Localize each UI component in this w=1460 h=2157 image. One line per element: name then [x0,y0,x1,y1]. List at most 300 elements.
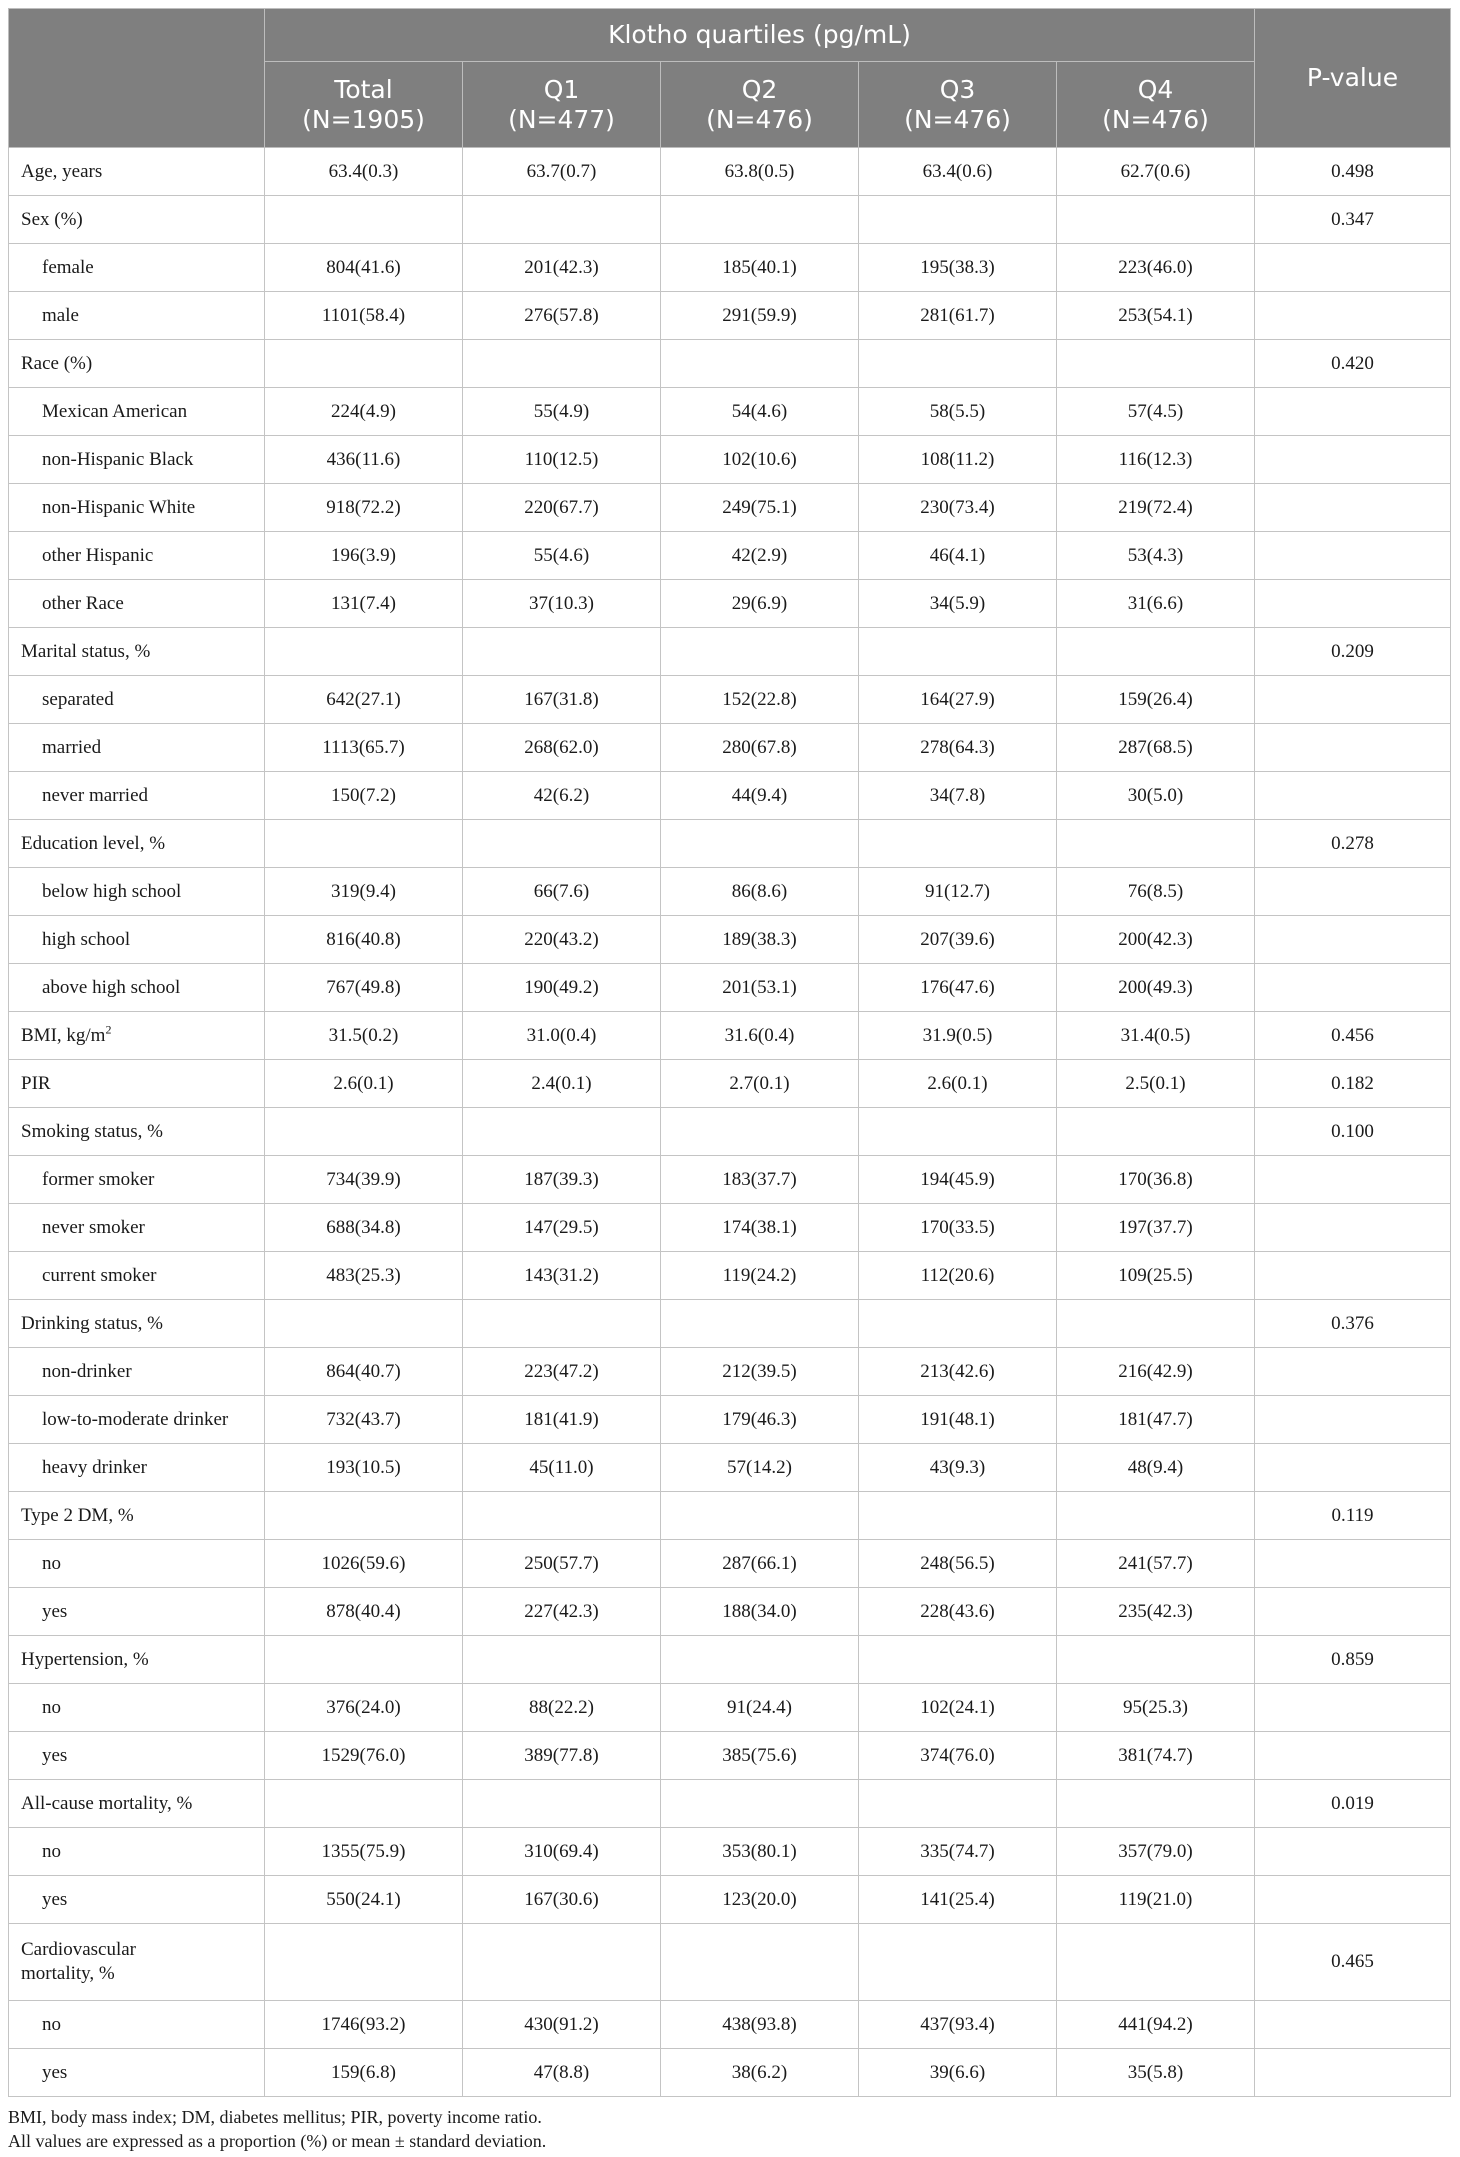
table-cell: 228(43.6) [859,1588,1057,1636]
table-cell: 63.7(0.7) [463,148,661,196]
table-cell: 918(72.2) [265,484,463,532]
row-label-text: PIR [21,1072,51,1094]
column-header [463,62,661,148]
table-cell: 223(47.2) [463,1348,661,1396]
table-cell [265,1780,463,1828]
row-label-text-line2: mortality, % [21,1963,115,1984]
row-label [9,676,265,724]
row-label [9,1156,265,1204]
row-label [9,1204,265,1252]
table-cell: 152(22.8) [661,676,859,724]
row-label [9,1300,265,1348]
table-cell: 47(8.8) [463,2049,661,2097]
table-cell [463,820,661,868]
row-label [9,532,265,580]
table-cell: 91(12.7) [859,868,1057,916]
row-label-text: heavy drinker [42,1456,147,1478]
table-cell [463,1300,661,1348]
table-cell: 62.7(0.6) [1057,148,1255,196]
table-cell: 119(24.2) [661,1252,859,1300]
pvalue-cell [1255,1828,1451,1876]
table-cell [859,1636,1057,1684]
row-label-text: non-Hispanic Black [42,448,194,470]
table-cell [463,1924,661,2001]
table-cell: 45(11.0) [463,1444,661,1492]
table-cell: 189(38.3) [661,916,859,964]
pvalue-cell [1255,580,1451,628]
table-cell: 170(33.5) [859,1204,1057,1252]
table-cell: 63.4(0.6) [859,148,1057,196]
table-cell: 190(49.2) [463,964,661,1012]
table-cell: 164(27.9) [859,676,1057,724]
row-label-text: other Hispanic [42,544,154,566]
table-cell: 767(49.8) [265,964,463,1012]
table-cell [265,1492,463,1540]
footnote-values: All values are expressed as a proportion (%) or mean ± standard deviation. [8,2131,547,2151]
table-cell: 109(25.5) [1057,1252,1255,1300]
table-cell: 319(9.4) [265,868,463,916]
table-row [9,340,1451,388]
row-label-text: low-to-moderate drinker [42,1408,229,1430]
row-label-text: non-drinker [42,1360,132,1382]
row-label [9,1876,265,1924]
table-cell: 58(5.5) [859,388,1057,436]
pvalue-cell [1255,2049,1451,2097]
table-cell [1057,628,1255,676]
table-cell: 38(6.2) [661,2049,859,2097]
column-count: (N=476) [706,104,813,134]
row-label-text: Smoking status, % [21,1120,163,1142]
table-cell [1057,1492,1255,1540]
table-cell: 88(22.2) [463,1684,661,1732]
table-cell [859,1300,1057,1348]
row-label [9,868,265,916]
header-blank [9,9,265,148]
table-cell: 31.6(0.4) [661,1012,859,1060]
pvalue-cell: 0.456 [1255,1012,1451,1060]
table-cell: 167(30.6) [463,1876,661,1924]
table-cell [265,1636,463,1684]
row-label [9,2049,265,2097]
table-cell: 181(41.9) [463,1396,661,1444]
row-label [9,340,265,388]
table-row [9,1732,1451,1780]
table-cell: 123(20.0) [661,1876,859,1924]
table-row [9,628,1451,676]
table-cell: 276(57.8) [463,292,661,340]
table-cell: 95(25.3) [1057,1684,1255,1732]
table-cell: 108(11.2) [859,436,1057,484]
row-label-text: non-Hispanic White [42,496,196,518]
table-cell: 241(57.7) [1057,1540,1255,1588]
row-label [9,1636,265,1684]
pvalue-cell [1255,1156,1451,1204]
table-cell: 31.0(0.4) [463,1012,661,1060]
table-cell: 112(20.6) [859,1252,1057,1300]
pvalue-cell [1255,484,1451,532]
table-cell [859,1492,1057,1540]
table-cell: 374(76.0) [859,1732,1057,1780]
pvalue-cell: 0.100 [1255,1108,1451,1156]
table-cell [661,1492,859,1540]
row-label-text: never married [42,784,149,806]
table-cell: 43(9.3) [859,1444,1057,1492]
column-header [265,62,463,148]
table-cell: 53(4.3) [1057,532,1255,580]
table-cell [661,340,859,388]
pvalue-cell: 0.347 [1255,196,1451,244]
table-cell: 200(42.3) [1057,916,1255,964]
row-label [9,1060,265,1108]
table-cell: 63.8(0.5) [661,148,859,196]
table-cell: 116(12.3) [1057,436,1255,484]
row-label-text: Cardiovascular [21,1939,137,1960]
row-label-text: high school [42,928,131,950]
table-cell: 253(54.1) [1057,292,1255,340]
table-cell: 110(12.5) [463,436,661,484]
pvalue-cell [1255,1540,1451,1588]
table-cell: 230(73.4) [859,484,1057,532]
table-cell: 63.4(0.3) [265,148,463,196]
table-cell [265,196,463,244]
table-cell: 1113(65.7) [265,724,463,772]
table-cell: 250(57.7) [463,1540,661,1588]
pvalue-cell [1255,1396,1451,1444]
row-label [9,484,265,532]
row-label [9,2001,265,2049]
table-cell [1057,1924,1255,2001]
table-cell: 441(94.2) [1057,2001,1255,2049]
pvalue-cell [1255,1876,1451,1924]
table-cell: 389(77.8) [463,1732,661,1780]
table-cell: 1026(59.6) [265,1540,463,1588]
table-cell: 187(39.3) [463,1156,661,1204]
pvalue-cell [1255,916,1451,964]
table-row [9,1684,1451,1732]
table-row [9,532,1451,580]
pvalue-cell [1255,244,1451,292]
row-label [9,1396,265,1444]
row-label [9,580,265,628]
table-cell [1057,820,1255,868]
row-label-superscript: 2 [105,1022,112,1037]
table-row [9,484,1451,532]
table-cell: 430(91.2) [463,2001,661,2049]
table-cell: 357(79.0) [1057,1828,1255,1876]
table-cell [661,820,859,868]
table-cell: 195(38.3) [859,244,1057,292]
footnote-abbreviations: BMI, body mass index; DM, diabetes mellitus; PIR, poverty income ratio. [8,2107,542,2127]
row-label [9,916,265,964]
table-cell: 385(75.6) [661,1732,859,1780]
table-cell: 35(5.8) [1057,2049,1255,2097]
table-cell [859,1108,1057,1156]
table-row [9,2049,1451,2097]
table-cell: 437(93.4) [859,2001,1057,2049]
table-row [9,676,1451,724]
table-cell [463,1780,661,1828]
table-cell [463,1492,661,1540]
table-cell [661,1636,859,1684]
row-label-text: yes [42,1888,68,1910]
table-cell: 170(36.8) [1057,1156,1255,1204]
column-name: Total [334,74,393,104]
table-row [9,820,1451,868]
table-cell [463,628,661,676]
table-cell: 174(38.1) [661,1204,859,1252]
table-cell: 48(9.4) [1057,1444,1255,1492]
table-cell [463,1108,661,1156]
table-cell: 46(4.1) [859,532,1057,580]
table-cell: 34(5.9) [859,580,1057,628]
table-row [9,1828,1451,1876]
table-cell: 878(40.4) [265,1588,463,1636]
table-cell: 31.9(0.5) [859,1012,1057,1060]
pvalue-cell [1255,388,1451,436]
table-cell: 732(43.7) [265,1396,463,1444]
pvalue-cell [1255,1348,1451,1396]
row-label [9,1252,265,1300]
table-cell: 248(56.5) [859,1540,1057,1588]
table-row [9,148,1451,196]
table-cell: 268(62.0) [463,724,661,772]
column-name: Q4 [1137,74,1174,104]
pvalue-cell [1255,772,1451,820]
pvalue-cell [1255,532,1451,580]
row-label [9,964,265,1012]
table-cell: 287(68.5) [1057,724,1255,772]
column-count: (N=1905) [302,104,425,134]
table-row [9,1780,1451,1828]
row-label-text: male [42,304,79,326]
column-header [661,62,859,148]
table-cell: 2.6(0.1) [859,1060,1057,1108]
table-cell: 200(49.3) [1057,964,1255,1012]
row-label [9,724,265,772]
table-cell: 31.4(0.5) [1057,1012,1255,1060]
row-label-text: All-cause mortality, % [21,1792,193,1814]
pvalue-cell: 0.019 [1255,1780,1451,1828]
row-label [9,292,265,340]
table-cell: 642(27.1) [265,676,463,724]
table-cell [1057,1300,1255,1348]
column-header [1057,62,1255,148]
table-cell: 76(8.5) [1057,868,1255,916]
row-label [9,1492,265,1540]
table-cell: 44(9.4) [661,772,859,820]
row-label [9,1684,265,1732]
table-cell [463,340,661,388]
row-label-text: above high school [42,976,181,998]
table-cell: 310(69.4) [463,1828,661,1876]
row-label-text: separated [42,688,114,710]
table-cell: 688(34.8) [265,1204,463,1252]
row-label-text: Mexican American [42,400,188,422]
row-label-text: Age, years [21,160,103,182]
row-label [9,1012,265,1060]
row-label-text: married [42,736,102,758]
table-cell: 2.7(0.1) [661,1060,859,1108]
table-cell: 66(7.6) [463,868,661,916]
row-label-text: former smoker [42,1168,155,1190]
table-row [9,916,1451,964]
table-row [9,1876,1451,1924]
table-cell [661,1108,859,1156]
table-cell [265,1108,463,1156]
group-header: Klotho quartiles (pg/mL) [265,9,1255,62]
table-row [9,1060,1451,1108]
row-label [9,148,265,196]
table-cell: 550(24.1) [265,1876,463,1924]
table-cell: 196(3.9) [265,532,463,580]
table-cell: 29(6.9) [661,580,859,628]
row-label [9,1444,265,1492]
pvalue-cell: 0.278 [1255,820,1451,868]
table-cell: 353(80.1) [661,1828,859,1876]
row-label-text: no [42,1696,61,1718]
row-label [9,1828,265,1876]
table-cell: 141(25.4) [859,1876,1057,1924]
column-name: Q3 [939,74,976,104]
table-cell: 220(67.7) [463,484,661,532]
pvalue-cell [1255,724,1451,772]
table-cell [265,820,463,868]
table-cell [661,1780,859,1828]
table-cell: 143(31.2) [463,1252,661,1300]
table-cell: 212(39.5) [661,1348,859,1396]
table-cell: 37(10.3) [463,580,661,628]
row-label [9,1108,265,1156]
table-row [9,964,1451,1012]
row-label-text: female [42,256,94,278]
table-cell [265,1924,463,2001]
pvalue-cell [1255,436,1451,484]
table-row [9,1204,1451,1252]
table-cell: 197(37.7) [1057,1204,1255,1252]
table-row [9,772,1451,820]
row-label-text: current smoker [42,1264,157,1286]
row-label [9,196,265,244]
table-cell: 381(74.7) [1057,1732,1255,1780]
table-cell: 207(39.6) [859,916,1057,964]
table-cell: 159(26.4) [1057,676,1255,724]
table-cell: 1746(93.2) [265,2001,463,2049]
row-label-text: Race (%) [21,352,93,374]
table-cell: 235(42.3) [1057,1588,1255,1636]
table-cell [859,820,1057,868]
table-cell: 287(66.1) [661,1540,859,1588]
row-label-text: below high school [42,880,182,902]
table-row [9,1492,1451,1540]
table-cell [265,340,463,388]
table-cell: 150(7.2) [265,772,463,820]
table-cell [661,1300,859,1348]
pvalue-cell [1255,1732,1451,1780]
pvalue-cell [1255,1684,1451,1732]
row-label-text: other Race [42,592,124,614]
row-label [9,1924,265,2001]
table-row [9,1348,1451,1396]
pvalue-cell [1255,1204,1451,1252]
table-cell [859,1780,1057,1828]
table-cell: 183(37.7) [661,1156,859,1204]
pvalue-cell [1255,1588,1451,1636]
table-cell: 816(40.8) [265,916,463,964]
pvalue-cell [1255,1252,1451,1300]
pvalue-cell [1255,292,1451,340]
table-cell: 42(2.9) [661,532,859,580]
table-row [9,1540,1451,1588]
table-row [9,1396,1451,1444]
pvalue-cell: 0.498 [1255,148,1451,196]
row-label-text: Sex (%) [21,208,83,230]
table-cell: 224(4.9) [265,388,463,436]
row-label-text: BMI, kg/m [21,1024,106,1046]
row-label-text: Type 2 DM, % [21,1504,134,1526]
table-cell [1057,1108,1255,1156]
column-count: (N=477) [508,104,615,134]
row-label-text: Education level, % [21,832,166,854]
row-label-text: Hypertension, % [21,1648,149,1670]
table-row [9,388,1451,436]
row-label [9,1732,265,1780]
pvalue-cell: 0.209 [1255,628,1451,676]
table-row [9,436,1451,484]
table-cell: 39(6.6) [859,2049,1057,2097]
table-cell: 2.5(0.1) [1057,1060,1255,1108]
row-label-text: yes [42,1600,68,1622]
table-cell: 223(46.0) [1057,244,1255,292]
pvalue-cell: 0.859 [1255,1636,1451,1684]
table-row [9,580,1451,628]
row-label [9,628,265,676]
table-row [9,724,1451,772]
row-label [9,1348,265,1396]
row-label-text: no [42,2013,61,2035]
row-label [9,1540,265,1588]
table-cell: 176(47.6) [859,964,1057,1012]
table-cell: 57(14.2) [661,1444,859,1492]
row-label-text: never smoker [42,1216,145,1238]
table-cell: 201(53.1) [661,964,859,1012]
row-label [9,1780,265,1828]
table-cell: 31(6.6) [1057,580,1255,628]
table-cell: 335(74.7) [859,1828,1057,1876]
row-label-text: Drinking status, % [21,1312,163,1334]
table-cell [463,1636,661,1684]
table-cell: 1355(75.9) [265,1828,463,1876]
table-row [9,244,1451,292]
table-cell: 57(4.5) [1057,388,1255,436]
table-cell [859,196,1057,244]
table-cell: 278(64.3) [859,724,1057,772]
table-cell: 291(59.9) [661,292,859,340]
table-cell [265,628,463,676]
table-cell [1057,196,1255,244]
table-cell: 2.4(0.1) [463,1060,661,1108]
table-cell: 376(24.0) [265,1684,463,1732]
pvalue-cell: 0.182 [1255,1060,1451,1108]
table-row [9,1156,1451,1204]
table-cell: 179(46.3) [661,1396,859,1444]
table-cell: 86(8.6) [661,868,859,916]
table-cell [859,628,1057,676]
pvalue-cell: 0.119 [1255,1492,1451,1540]
table-cell: 91(24.4) [661,1684,859,1732]
table-cell [859,1924,1057,2001]
pvalue-cell [1255,1444,1451,1492]
table-cell: 30(5.0) [1057,772,1255,820]
